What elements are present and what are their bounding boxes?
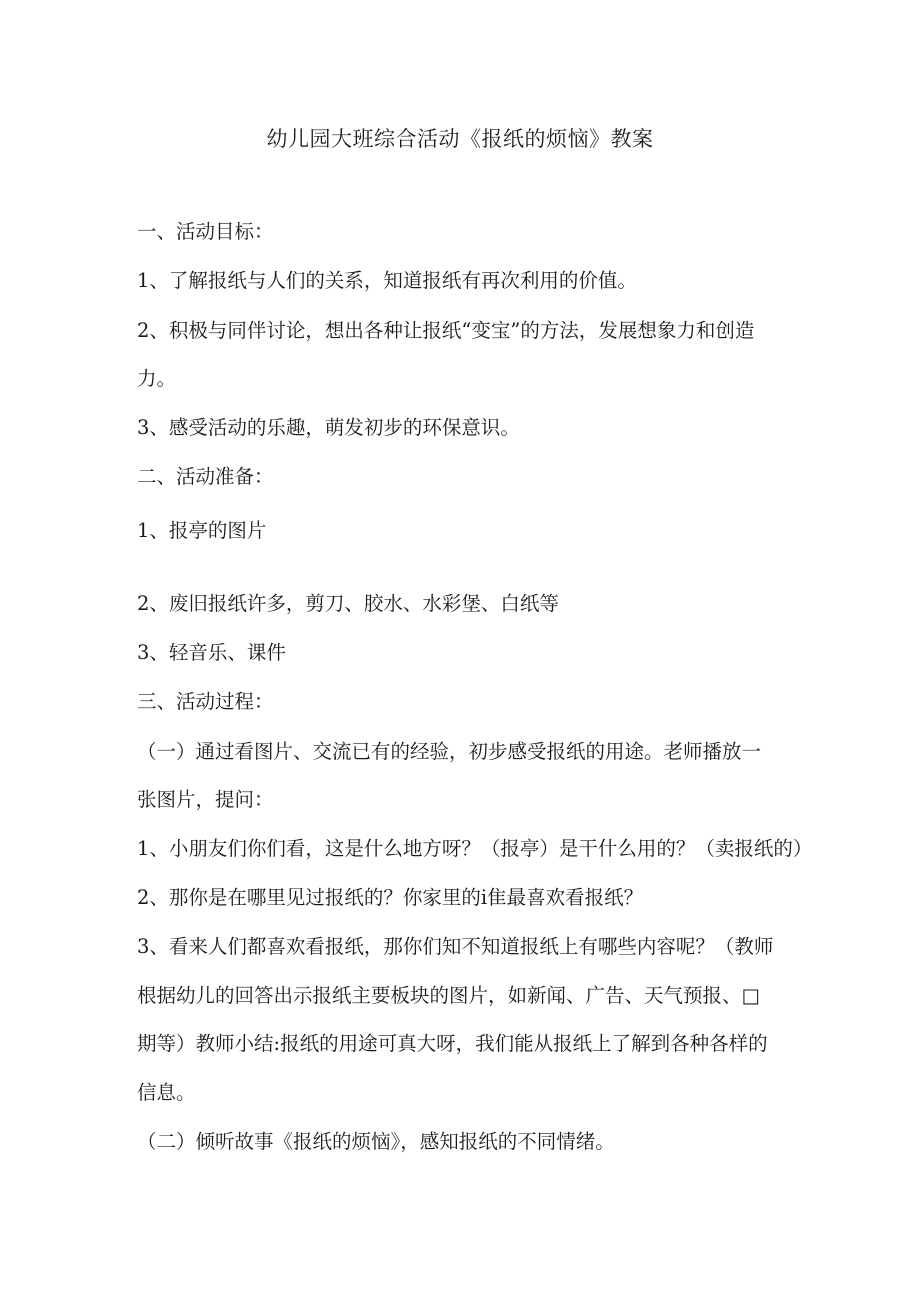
section-heading-preparation: 二、活动准备： <box>137 465 274 488</box>
question-item-1: 1、小朋友们你们看，这是什么地方呀？（报亭）是干什么用的？（卖报纸的） <box>137 837 813 860</box>
goal-item-2: 2、积极与同伴讨论，想出各种让报纸“变宝”的方法，发展想象力和创造 <box>137 319 755 342</box>
goal-item-2-continued: 力。 <box>137 367 177 390</box>
preparation-item-1: 1、报亭的图片 <box>137 519 267 542</box>
question-item-3: 3、看来人们都喜欢看报纸，那你们知不知道报纸上有哪些内容呢？（教师 <box>137 935 774 958</box>
goal-item-3: 3、感受活动的乐趣，萌发初步的环保意识。 <box>137 416 520 439</box>
process-step-2: （二）倾听故事《报纸的烦恼》，感知报纸的不同情绪。 <box>137 1130 615 1153</box>
goal-item-1: 1、了解报纸与人们的关系，知道报纸有再次利用的价值。 <box>137 269 637 292</box>
preparation-item-2: 2、废旧报纸许多，剪刀、胶水、水彩堡、白纸等 <box>137 592 559 615</box>
process-step-1: （一）通过看图片、交流已有的经验，初步感受报纸的用途。老师播放一 <box>137 740 762 763</box>
question-item-2: 2、那你是在哪里见过报纸的？你家里的i隹最喜欢看报纸？ <box>137 886 644 909</box>
section-heading-process: 三、活动过程： <box>137 690 274 713</box>
preparation-item-3: 3、轻音乐、课件 <box>137 641 286 664</box>
process-step-1-continued: 张图片，提问： <box>137 788 274 811</box>
section-heading-goals: 一、活动目标： <box>137 220 274 243</box>
question-item-3-line-3: 期等）教师小结:报纸的用途可真大呀，我们能从报纸上了解到各种各样的 <box>137 1032 768 1055</box>
question-item-3-line-4: 信息。 <box>137 1081 196 1104</box>
question-item-3-line-2: 根据幼儿的回答出示报纸主要板块的图片，如新闻、广告、天气预报、□ <box>137 984 760 1007</box>
document-title: 幼儿园大班综合活动《报纸的烦恼》教案 <box>266 127 654 151</box>
